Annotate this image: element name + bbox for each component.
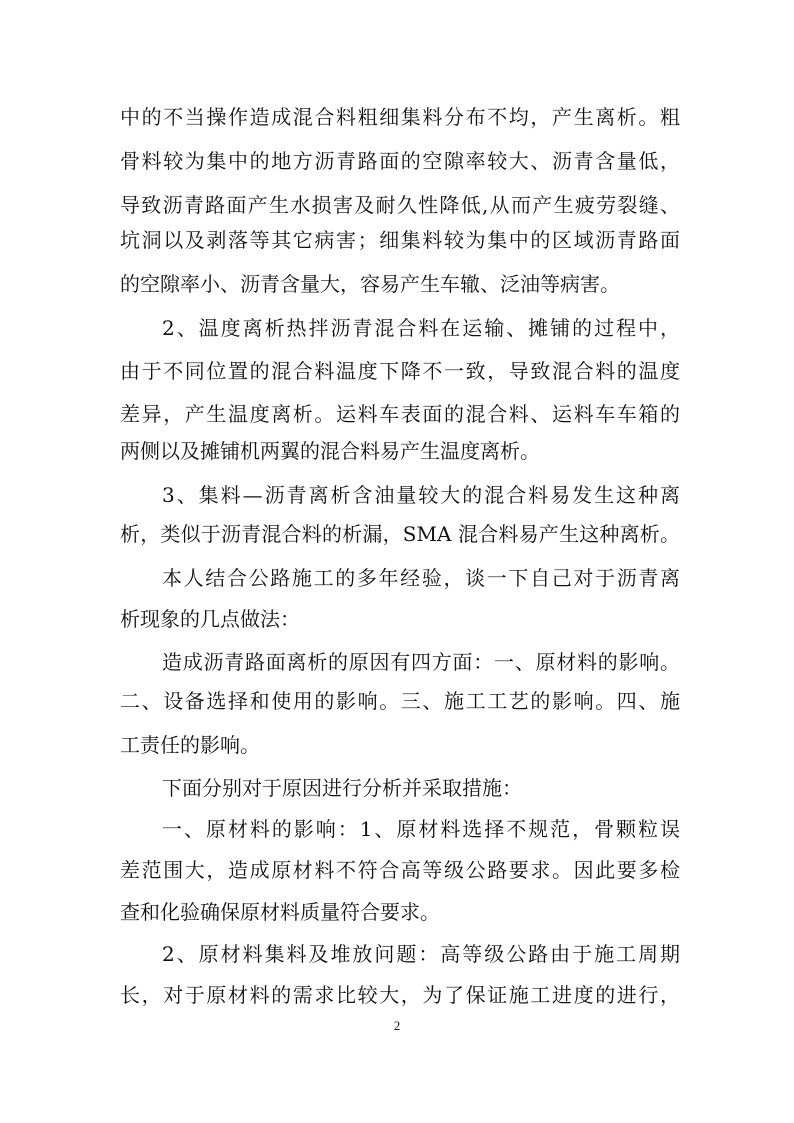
text-line: 坑洞以及剥落等其它病害；细集料较为集中的区域沥青路面 <box>120 228 680 252</box>
text-line: 由于不同位置的混合料温度下降不一致，导致混合料的温度 <box>120 359 680 383</box>
paragraph-first-line: 2、温度离析热拌沥青混合料在运输、摊铺的过程中， <box>162 316 680 340</box>
paragraph-first-line: 2、原材料集料及堆放问题：高等级公路由于施工周期 <box>162 942 680 966</box>
text-line: 查和化验确保原材料质量符合要求。 <box>120 900 440 924</box>
text-line: 析现象的几点做法： <box>120 607 300 631</box>
paragraph-first-line: 3、集料—沥青离析含油量较大的混合料易发生这种离 <box>162 483 680 507</box>
text-line: 两侧以及摊铺机两翼的混合料易产生温度离析。 <box>120 439 540 463</box>
text-line: 导致沥青路面产生水损害及耐久性降低,从而产生疲劳裂缝、 <box>120 193 680 217</box>
text-line: 差异，产生温度离析。运料车表面的混合料、运料车车箱的 <box>120 402 680 426</box>
paragraph-first-line: 下面分别对于原因进行分析并采取措施： <box>162 776 522 800</box>
paragraph-first-line: 一、原材料的影响：1、原材料选择不规范，骨颗粒误 <box>162 817 680 841</box>
text-line: 中的不当操作造成混合料粗细集料分布不均，产生离析。粗 <box>120 105 680 129</box>
text-line: 长，对于原材料的需求比较大，为了保证施工进度的进行， <box>120 983 680 1007</box>
text-line: 二、设备选择和使用的影响。三、施工工艺的影响。四、施 <box>120 689 680 713</box>
paragraph-first-line: 本人结合公路施工的多年经验，谈一下自己对于沥青离 <box>162 566 680 590</box>
text-line: 工责任的影响。 <box>120 733 260 757</box>
text-line: 的空隙率小、沥青含量大，容易产生车辙、泛油等病害。 <box>120 272 620 296</box>
paragraph-first-line: 造成沥青路面离析的原因有四方面：一、原材料的影响。 <box>162 650 680 674</box>
page-number: 2 <box>393 1018 401 1033</box>
text-line: 骨料较为集中的地方沥青路面的空隙率较大、沥青含量低， <box>120 149 680 173</box>
text-line: 差范围大，造成原材料不符合高等级公路要求。因此要多检 <box>120 858 680 882</box>
text-line: 析，类似于沥青混合料的析漏，SMA 混合料易产生这种离析。 <box>120 522 680 546</box>
